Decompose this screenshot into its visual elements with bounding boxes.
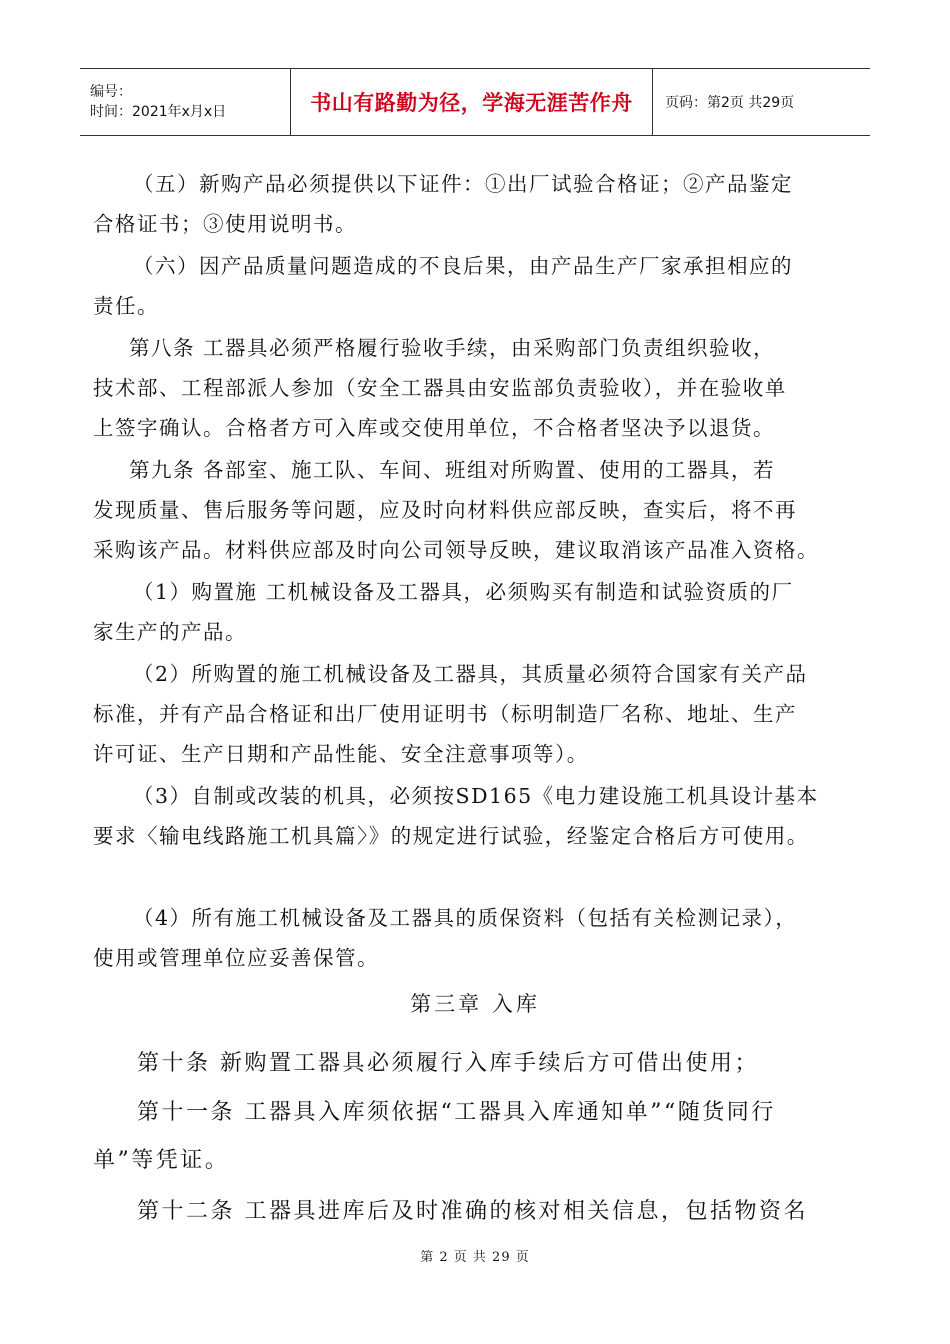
- header-motto: 书山有路勤为径，学海无涯苦作舟: [310, 91, 633, 115]
- document-number-label: 编号：: [90, 84, 132, 100]
- header-page-info: 页码：第2页 共29页: [665, 95, 795, 111]
- item-4: [93, 898, 873, 978]
- paragraph-5: [93, 164, 873, 244]
- text-line: 合格证书；③使用说明书。: [93, 212, 357, 236]
- article-10: [93, 1040, 873, 1088]
- item-2: [93, 654, 873, 774]
- article-11: [93, 1089, 873, 1185]
- text-line: 第十条 新购置工器具必须履行入库手续后方可借出使用；: [137, 1051, 759, 1076]
- page-footer: 第 2 页 共 29 页: [420, 1250, 530, 1265]
- item-1: [93, 572, 873, 652]
- text-line: （五）新购产品必须提供以下证件：①出厂试验合格证；②产品鉴定: [133, 172, 793, 196]
- text-line: （六）因产品质量问题造成的不良后果，由产品生产厂家承担相应的: [133, 254, 793, 278]
- text-line: 标准，并有产品合格证和出厂使用证明书（标明制造厂名称、地址、生产: [93, 702, 797, 726]
- text-line: 使用或管理单位应妥善保管。: [93, 946, 379, 970]
- article-12: [93, 1188, 873, 1236]
- text-line: 单”等凭证。: [93, 1148, 230, 1173]
- text-line: （2）所购置的施工机械设备及工器具，其质量必须符合国家有关产品: [133, 662, 808, 686]
- header-page-cell: [653, 69, 870, 135]
- chapter-title: 第三章 入库: [410, 992, 540, 1016]
- article-9: [93, 450, 873, 570]
- page-header: [80, 68, 870, 136]
- text-line: 发现质量、售后服务等问题，应及时向材料供应部反映，查实后，将不再: [93, 498, 797, 522]
- text-line: （1）购置施 工机械设备及工器具，必须购买有制造和试验资质的厂: [133, 580, 794, 604]
- text-line: 责任。: [93, 294, 159, 318]
- text-line: 技术部、工程部派人参加（安全工器具由安监部负责验收），并在验收单: [93, 376, 787, 400]
- header-motto-cell: [291, 69, 653, 135]
- text-line: （3）自制或改装的机具，必须按SD165《电力建设施工机具设计基本: [133, 784, 819, 808]
- text-line: 第八条 工器具必须严格履行验收手续，由采购部门负责组织验收，: [129, 336, 776, 360]
- document-date: 时间：2021年x月x日: [90, 104, 227, 120]
- paragraph-6: [93, 246, 873, 326]
- text-line: 第十一条 工器具入库须依据“工器具入库通知单”“随货同行: [137, 1100, 776, 1125]
- text-line: 许可证、生产日期和产品性能、安全注意事项等）。: [93, 742, 589, 766]
- text-line: （4）所有施工机械设备及工器具的质保资料（包括有关检测记录），: [133, 906, 798, 930]
- text-line: 第十二条 工器具进库后及时准确的核对相关信息，包括物资名: [137, 1199, 808, 1224]
- text-line: 采购该产品。材料供应部及时向公司领导反映，建议取消该产品准入资格。: [93, 538, 819, 562]
- text-line: 要求〈输电线路施工机具篇〉》的规定进行试验，经鉴定合格后方可使用。: [93, 824, 809, 848]
- text-line: 家生产的产品。: [93, 620, 247, 644]
- text-line: 上签字确认。合格者方可入库或交使用单位，不合格者坚决予以退货。: [93, 416, 775, 440]
- article-8: [93, 328, 873, 448]
- header-meta: [80, 69, 291, 135]
- item-3: [93, 776, 873, 856]
- text-line: 第九条 各部室、施工队、车间、班组对所购置、使用的工器具，若: [129, 458, 776, 482]
